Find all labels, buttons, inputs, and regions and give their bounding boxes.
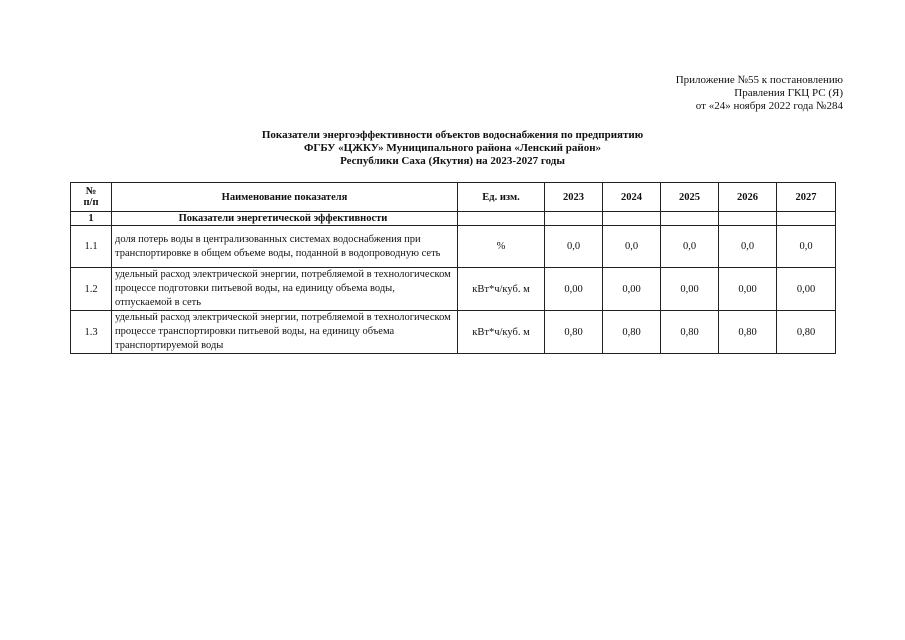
- appendix-line-2: Правления ГКЦ РС (Я): [734, 87, 843, 99]
- row-value-2027: 0,0: [777, 226, 836, 268]
- header-year-2023: 2023: [545, 183, 603, 212]
- row-value-2025: 0,80: [661, 311, 719, 354]
- row-value-2024: 0,0: [603, 226, 661, 268]
- row-num: 1.1: [71, 226, 112, 268]
- header-num: [71, 183, 112, 212]
- title-line-2: ФГБУ «ЦЖКУ» Муниципального района «Ленский район»: [303, 142, 602, 154]
- header-year-2025: 2025: [661, 183, 719, 212]
- row-value-2023: 0,00: [545, 268, 603, 311]
- row-value-2026: 0,00: [719, 268, 777, 311]
- row-value-2027: 0,80: [777, 311, 836, 354]
- row-unit: %: [458, 226, 545, 268]
- header-year-2024: 2024: [603, 183, 661, 212]
- header-num-line-2: п/п: [83, 197, 99, 208]
- appendix-line-1: Приложение №55 к постановлению: [675, 74, 843, 86]
- section-empty-cell: [545, 212, 603, 226]
- row-num: 1.2: [71, 268, 112, 311]
- appendix-line-3: от «24» ноября 2022 года №284: [695, 100, 843, 112]
- row-value-2023: 0,80: [545, 311, 603, 354]
- section-empty-cell: [661, 212, 719, 226]
- row-value-2026: 0,80: [719, 311, 777, 354]
- row-name: удельный расход электрической энергии, потребляемой в технологическом процессе транспортировки питьевой воды, на единицу объема транспортируемой воды: [112, 311, 458, 354]
- header-num-line-1: №: [85, 186, 97, 197]
- row-value-2024: 0,00: [603, 268, 661, 311]
- section-num: 1: [71, 212, 112, 226]
- section-name: Показатели энергетической эффективности: [112, 212, 458, 226]
- header-unit: Ед. изм.: [458, 183, 545, 212]
- row-value-2025: 0,0: [661, 226, 719, 268]
- row-num: 1.3: [71, 311, 112, 354]
- table-row: [71, 268, 836, 311]
- section-empty-cell: [719, 212, 777, 226]
- header-year-2026: 2026: [719, 183, 777, 212]
- table-header-row: [71, 183, 836, 212]
- row-value-2025: 0,00: [661, 268, 719, 311]
- row-name: доля потерь воды в централизованных системах водоснабжения при транспортировке в общем объеме воды, поданной в водопроводную сеть: [112, 226, 458, 268]
- section-empty-cell: [603, 212, 661, 226]
- header-year-2027: 2027: [777, 183, 836, 212]
- row-unit: кВт*ч/куб. м: [458, 268, 545, 311]
- table-row: [71, 311, 836, 354]
- row-value-2026: 0,0: [719, 226, 777, 268]
- row-value-2027: 0,00: [777, 268, 836, 311]
- section-empty-cell: [777, 212, 836, 226]
- title-line-1: Показатели энергоэффективности объектов водоснабжения по предприятию: [261, 129, 644, 141]
- header-name: Наименование показателя: [112, 183, 458, 212]
- indicators-table: [70, 182, 836, 354]
- row-name: удельный расход электрической энергии, потребляемой в технологическом процессе подготовки питьевой воды, на единицу объема воды, отпускаемой в сеть: [112, 268, 458, 311]
- section-empty-cell: [458, 212, 545, 226]
- title-line-3: Республики Саха (Якутия) на 2023-2027 годы: [340, 155, 565, 167]
- document-title: [0, 129, 905, 168]
- row-value-2023: 0,0: [545, 226, 603, 268]
- row-value-2024: 0,80: [603, 311, 661, 354]
- row-unit: кВт*ч/куб. м: [458, 311, 545, 354]
- section-row: [71, 212, 836, 226]
- appendix-note: [543, 74, 843, 113]
- table-row: [71, 226, 836, 268]
